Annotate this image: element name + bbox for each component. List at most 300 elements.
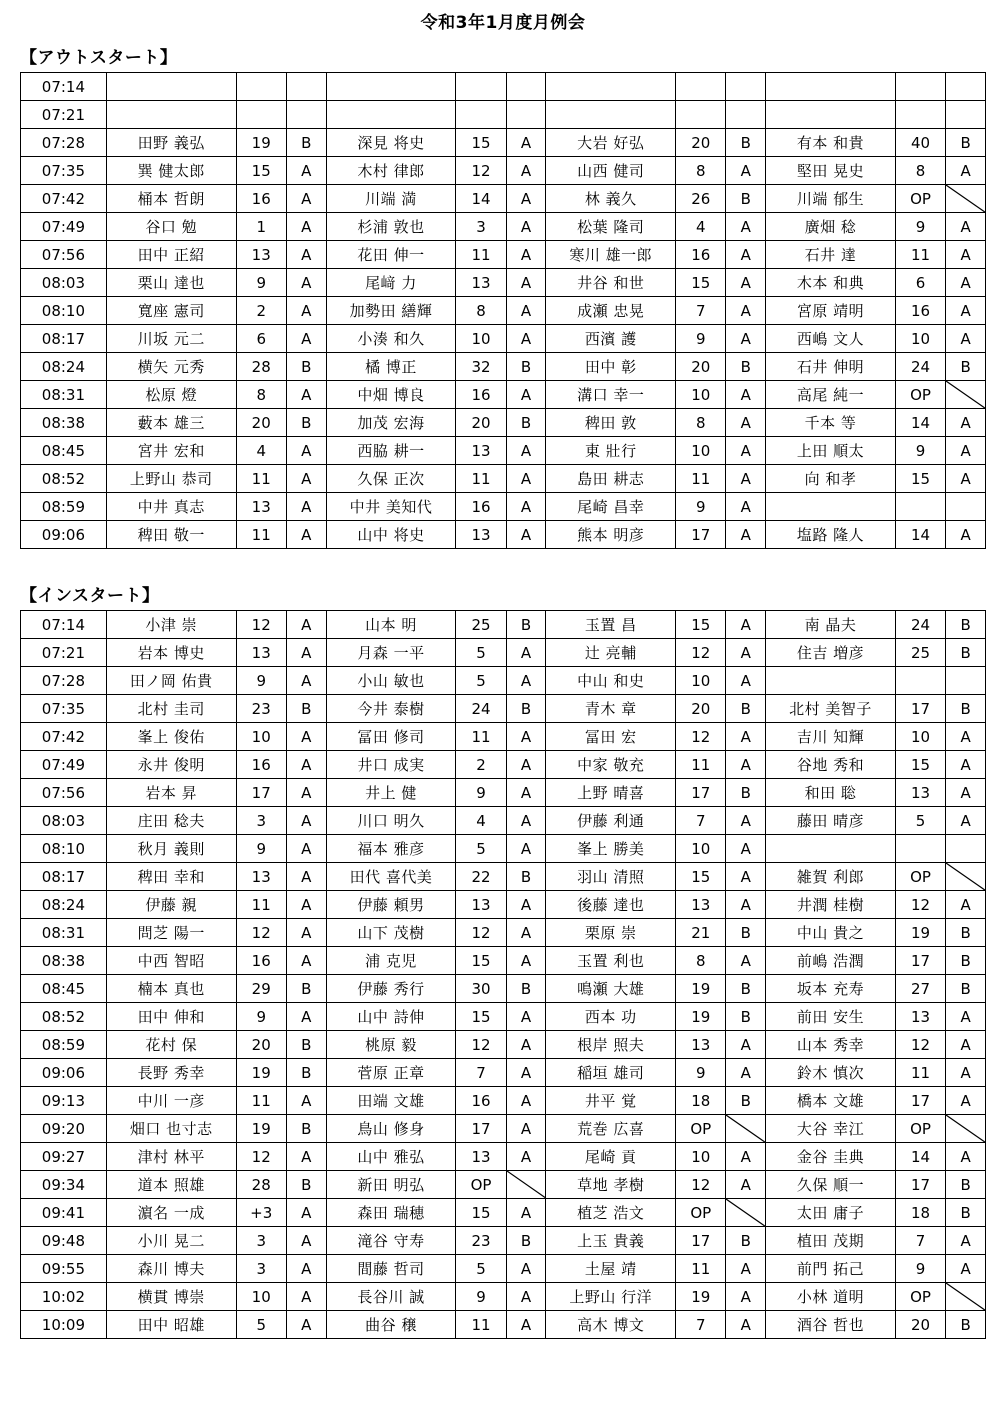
player-name-cell: 西濱 護 (546, 325, 676, 353)
class-cell: A (506, 1311, 546, 1339)
handicap-cell: 3 (456, 213, 506, 241)
player-name-cell: 尾崎 昌幸 (546, 493, 676, 521)
class-cell: B (286, 129, 326, 157)
class-cell: A (726, 863, 766, 891)
player-name-cell: 辻 亮輔 (546, 639, 676, 667)
class-cell: B (506, 353, 546, 381)
class-cell: A (286, 1003, 326, 1031)
handicap-cell: 12 (676, 723, 726, 751)
handicap-cell: 10 (456, 325, 506, 353)
handicap-cell: 10 (676, 381, 726, 409)
class-cell: B (946, 129, 986, 157)
player-name-cell: 西脇 耕一 (326, 437, 456, 465)
tee-time-cell: 07:49 (21, 213, 107, 241)
class-cell (946, 863, 986, 891)
player-name-cell: 冨田 宏 (546, 723, 676, 751)
class-cell (286, 73, 326, 101)
player-name-cell: 鳴瀬 大雄 (546, 975, 676, 1003)
player-name-cell: 木村 律郎 (326, 157, 456, 185)
player-name-cell (546, 101, 676, 129)
class-cell: A (726, 667, 766, 695)
player-name-cell: 岩本 昇 (106, 779, 236, 807)
class-cell: A (286, 1311, 326, 1339)
class-cell: A (286, 835, 326, 863)
class-cell: A (286, 1199, 326, 1227)
class-cell: A (506, 1003, 546, 1031)
table-row (21, 919, 986, 947)
table-row (21, 521, 986, 549)
player-name-cell: 桶本 哲朗 (106, 185, 236, 213)
class-cell: B (286, 1059, 326, 1087)
table-row (21, 73, 986, 101)
handicap-cell: 8 (676, 409, 726, 437)
class-cell: A (946, 157, 986, 185)
class-cell (726, 1115, 766, 1143)
handicap-cell: 13 (236, 639, 286, 667)
class-cell: A (286, 297, 326, 325)
class-cell: B (946, 1199, 986, 1227)
handicap-cell: 13 (456, 269, 506, 297)
handicap-cell: 10 (236, 1283, 286, 1311)
table-row (21, 611, 986, 639)
handicap-cell: 23 (456, 1227, 506, 1255)
handicap-cell: 12 (236, 919, 286, 947)
tee-time-cell: 08:31 (21, 381, 107, 409)
player-name-cell: 大岩 好弘 (546, 129, 676, 157)
handicap-cell: 9 (895, 437, 945, 465)
player-name-cell: 荒巻 広喜 (546, 1115, 676, 1143)
handicap-cell: OP (895, 381, 945, 409)
handicap-cell: 8 (456, 297, 506, 325)
player-name-cell: 永井 俊明 (106, 751, 236, 779)
class-cell: A (506, 157, 546, 185)
class-cell: A (946, 779, 986, 807)
table-row (21, 129, 986, 157)
handicap-cell: 15 (895, 751, 945, 779)
table-row (21, 493, 986, 521)
table-row (21, 1003, 986, 1031)
handicap-cell: 12 (895, 891, 945, 919)
player-name-cell: 堅田 晃史 (766, 157, 896, 185)
class-cell (726, 101, 766, 129)
player-name-cell: 松原 燈 (106, 381, 236, 409)
tee-time-cell: 09:41 (21, 1199, 107, 1227)
player-name-cell: 土屋 靖 (546, 1255, 676, 1283)
class-cell: A (946, 723, 986, 751)
player-name-cell: 高木 博文 (546, 1311, 676, 1339)
class-cell: A (726, 835, 766, 863)
class-cell: A (726, 409, 766, 437)
handicap-cell: 16 (236, 751, 286, 779)
class-cell (506, 101, 546, 129)
class-cell: A (506, 1283, 546, 1311)
class-cell: A (946, 807, 986, 835)
class-cell: A (726, 947, 766, 975)
page-title: 令和3年1月度月例会 (420, 13, 586, 33)
player-name-cell: 小川 晃二 (106, 1227, 236, 1255)
player-name-cell: 中山 貴之 (766, 919, 896, 947)
class-cell (946, 667, 986, 695)
class-cell: B (946, 947, 986, 975)
handicap-cell: 17 (456, 1115, 506, 1143)
tee-time-cell: 10:02 (21, 1283, 107, 1311)
table-row (21, 1255, 986, 1283)
player-name-cell: 横貫 博崇 (106, 1283, 236, 1311)
class-cell: B (286, 353, 326, 381)
player-name-cell: 田中 昭雄 (106, 1311, 236, 1339)
handicap-cell: 15 (456, 947, 506, 975)
class-cell: A (946, 751, 986, 779)
player-name-cell: 草地 孝樹 (546, 1171, 676, 1199)
class-cell: A (946, 297, 986, 325)
player-name-cell: 田代 喜代美 (326, 863, 456, 891)
class-cell: A (506, 1255, 546, 1283)
class-cell: A (286, 919, 326, 947)
table-row (21, 751, 986, 779)
player-name-cell: 稗田 幸和 (106, 863, 236, 891)
class-cell: A (726, 1283, 766, 1311)
class-cell: B (726, 353, 766, 381)
handicap-cell: 11 (456, 241, 506, 269)
handicap-cell: 12 (236, 611, 286, 639)
class-cell: A (726, 465, 766, 493)
class-cell (946, 1115, 986, 1143)
class-cell: A (946, 1003, 986, 1031)
tee-time-cell: 09:13 (21, 1087, 107, 1115)
handicap-cell: 5 (236, 1311, 286, 1339)
class-cell: A (286, 1283, 326, 1311)
class-cell: B (946, 611, 986, 639)
table-row (21, 465, 986, 493)
class-cell: A (286, 751, 326, 779)
class-cell: B (286, 1171, 326, 1199)
handicap-cell: 9 (676, 1059, 726, 1087)
player-name-cell: 小湊 和久 (326, 325, 456, 353)
handicap-cell: 22 (456, 863, 506, 891)
handicap-cell: 12 (236, 1143, 286, 1171)
tee-time-cell: 09:20 (21, 1115, 107, 1143)
class-cell: B (506, 611, 546, 639)
class-cell: A (726, 751, 766, 779)
player-name-cell: 川端 満 (326, 185, 456, 213)
player-name-cell: 吉川 知輝 (766, 723, 896, 751)
class-cell: B (506, 695, 546, 723)
player-name-cell: 花田 伸一 (326, 241, 456, 269)
class-cell: A (506, 269, 546, 297)
class-cell: A (726, 891, 766, 919)
class-cell: A (726, 521, 766, 549)
table-row (21, 353, 986, 381)
player-name-cell: 山中 詩伸 (326, 1003, 456, 1031)
handicap-cell: 14 (456, 185, 506, 213)
player-name-cell: 福本 雅彦 (326, 835, 456, 863)
handicap-cell: 5 (456, 639, 506, 667)
class-cell: A (506, 241, 546, 269)
table-row (21, 1311, 986, 1339)
class-cell: A (506, 381, 546, 409)
handicap-cell: 11 (236, 465, 286, 493)
handicap-cell (895, 73, 945, 101)
player-name-cell: 石井 達 (766, 241, 896, 269)
class-cell: B (726, 1087, 766, 1115)
handicap-cell: 17 (895, 1087, 945, 1115)
player-name-cell: 新田 明弘 (326, 1171, 456, 1199)
handicap-cell: 20 (236, 409, 286, 437)
class-cell: A (286, 891, 326, 919)
player-name-cell: 羽山 清照 (546, 863, 676, 891)
player-name-cell: 雑賀 利郎 (766, 863, 896, 891)
player-name-cell: 山下 茂樹 (326, 919, 456, 947)
class-cell: A (506, 751, 546, 779)
class-cell: A (946, 213, 986, 241)
handicap-cell: 11 (236, 521, 286, 549)
table-row (21, 157, 986, 185)
player-name-cell: 西嶋 文人 (766, 325, 896, 353)
handicap-cell: 16 (676, 241, 726, 269)
handicap-cell: 18 (895, 1199, 945, 1227)
handicap-cell: 15 (456, 129, 506, 157)
table-row (21, 947, 986, 975)
handicap-cell: 3 (236, 1255, 286, 1283)
player-name-cell: 森田 瑞穂 (326, 1199, 456, 1227)
handicap-cell: 14 (895, 409, 945, 437)
handicap-cell: OP (895, 1115, 945, 1143)
player-name-cell: 植芝 浩文 (546, 1199, 676, 1227)
handicap-cell (236, 101, 286, 129)
class-cell: A (506, 891, 546, 919)
handicap-cell: 9 (456, 1283, 506, 1311)
tee-time-cell: 07:14 (21, 73, 107, 101)
player-name-cell: 成瀬 忠晃 (546, 297, 676, 325)
handicap-cell: 15 (676, 269, 726, 297)
player-name-cell: 中西 智昭 (106, 947, 236, 975)
player-name-cell: 後藤 達也 (546, 891, 676, 919)
class-cell: A (286, 667, 326, 695)
table-row (21, 381, 986, 409)
player-name-cell: 伊藤 利通 (546, 807, 676, 835)
handicap-cell: 14 (895, 1143, 945, 1171)
player-name-cell: 坂本 充寿 (766, 975, 896, 1003)
class-cell: B (286, 1031, 326, 1059)
handicap-cell (456, 73, 506, 101)
tee-time-table-in (20, 610, 986, 1339)
class-cell: A (506, 723, 546, 751)
player-name-cell: 稲垣 雄司 (546, 1059, 676, 1087)
class-cell: B (946, 1171, 986, 1199)
class-cell: A (506, 639, 546, 667)
player-name-cell (546, 73, 676, 101)
table-row (21, 101, 986, 129)
table-row (21, 1199, 986, 1227)
class-cell: A (726, 1255, 766, 1283)
class-cell: B (946, 919, 986, 947)
handicap-cell: 26 (676, 185, 726, 213)
tee-time-cell: 08:59 (21, 493, 107, 521)
player-name-cell: 田中 正紹 (106, 241, 236, 269)
player-name-cell: 問芝 陽一 (106, 919, 236, 947)
handicap-cell: 9 (895, 1255, 945, 1283)
handicap-cell: 16 (456, 1087, 506, 1115)
handicap-cell: 8 (236, 381, 286, 409)
player-name-cell: 小山 敏也 (326, 667, 456, 695)
handicap-cell: 10 (676, 1143, 726, 1171)
class-cell: A (286, 493, 326, 521)
player-name-cell: 栗山 達也 (106, 269, 236, 297)
player-name-cell: 玉置 利也 (546, 947, 676, 975)
class-cell: A (946, 409, 986, 437)
handicap-cell: 19 (236, 1115, 286, 1143)
handicap-cell: 40 (895, 129, 945, 157)
class-cell: A (286, 639, 326, 667)
tee-time-cell: 08:17 (21, 863, 107, 891)
handicap-cell: 10 (676, 667, 726, 695)
class-cell: A (506, 1031, 546, 1059)
handicap-cell: 4 (236, 437, 286, 465)
handicap-cell: 20 (895, 1311, 945, 1339)
player-name-cell: 秋月 義則 (106, 835, 236, 863)
table-row (21, 891, 986, 919)
table-row (21, 269, 986, 297)
tee-time-cell: 07:35 (21, 695, 107, 723)
handicap-cell: OP (456, 1171, 506, 1199)
tee-time-cell: 07:14 (21, 611, 107, 639)
player-name-cell: 菅原 正章 (326, 1059, 456, 1087)
player-name-cell (766, 835, 896, 863)
handicap-cell (676, 101, 726, 129)
player-name-cell: 東 壯行 (546, 437, 676, 465)
tee-time-cell: 09:06 (21, 1059, 107, 1087)
class-cell: B (726, 1003, 766, 1031)
class-cell: A (286, 465, 326, 493)
handicap-cell: 11 (676, 1255, 726, 1283)
player-name-cell: 木本 和典 (766, 269, 896, 297)
handicap-cell: 4 (676, 213, 726, 241)
player-name-cell: 橋本 文雄 (766, 1087, 896, 1115)
class-cell: A (946, 1227, 986, 1255)
player-name-cell: 林 義久 (546, 185, 676, 213)
player-name-cell: 庄田 稔夫 (106, 807, 236, 835)
player-name-cell: 上野 晴喜 (546, 779, 676, 807)
handicap-cell (895, 101, 945, 129)
player-name-cell: 中山 和史 (546, 667, 676, 695)
player-name-cell: 田中 伸和 (106, 1003, 236, 1031)
class-cell: A (286, 325, 326, 353)
player-name-cell: 北村 美智子 (766, 695, 896, 723)
class-cell: A (726, 639, 766, 667)
tee-time-cell: 07:28 (21, 129, 107, 157)
class-cell (946, 185, 986, 213)
handicap-cell: 19 (676, 1283, 726, 1311)
table-row (21, 297, 986, 325)
player-name-cell: 栗原 崇 (546, 919, 676, 947)
player-name-cell: 鈴木 慎次 (766, 1059, 896, 1087)
table-row (21, 1171, 986, 1199)
player-name-cell: 田端 文雄 (326, 1087, 456, 1115)
handicap-cell: 13 (456, 437, 506, 465)
player-name-cell: 稗田 敦 (546, 409, 676, 437)
handicap-cell: 15 (456, 1003, 506, 1031)
class-cell: A (286, 157, 326, 185)
class-cell: A (286, 1227, 326, 1255)
tee-time-cell: 09:34 (21, 1171, 107, 1199)
tee-time-cell: 09:48 (21, 1227, 107, 1255)
handicap-cell: 9 (236, 269, 286, 297)
tee-time-cell: 09:55 (21, 1255, 107, 1283)
handicap-cell: 2 (236, 297, 286, 325)
player-name-cell: 長野 秀幸 (106, 1059, 236, 1087)
class-cell: A (506, 1115, 546, 1143)
tee-time-cell: 08:24 (21, 353, 107, 381)
class-cell: A (726, 611, 766, 639)
table-row (21, 1143, 986, 1171)
table-row (21, 241, 986, 269)
player-name-cell: 島田 耕志 (546, 465, 676, 493)
section-in-start (20, 581, 986, 1339)
player-name-cell: 廣畑 稔 (766, 213, 896, 241)
table-body-out (21, 73, 986, 549)
player-name-cell: 井谷 和世 (546, 269, 676, 297)
handicap-cell: 12 (895, 1031, 945, 1059)
handicap-cell: 7 (676, 297, 726, 325)
class-cell: A (726, 325, 766, 353)
player-name-cell: 上田 順太 (766, 437, 896, 465)
player-name-cell: 井口 成実 (326, 751, 456, 779)
player-name-cell: 月森 一平 (326, 639, 456, 667)
class-cell: B (726, 129, 766, 157)
class-cell: A (506, 835, 546, 863)
class-cell: A (726, 493, 766, 521)
handicap-cell: 8 (895, 157, 945, 185)
class-cell (946, 1283, 986, 1311)
player-name-cell: 山中 将史 (326, 521, 456, 549)
handicap-cell: 11 (895, 241, 945, 269)
handicap-cell: 13 (895, 779, 945, 807)
handicap-cell: 3 (236, 1227, 286, 1255)
class-cell: B (946, 353, 986, 381)
player-name-cell: 畑口 也寸志 (106, 1115, 236, 1143)
class-cell: A (726, 1171, 766, 1199)
class-cell: A (506, 437, 546, 465)
handicap-cell: 8 (676, 947, 726, 975)
handicap-cell: 13 (456, 521, 506, 549)
handicap-cell: 5 (456, 1255, 506, 1283)
handicap-cell: 9 (676, 325, 726, 353)
handicap-cell: 9 (236, 1003, 286, 1031)
player-name-cell: 北村 圭司 (106, 695, 236, 723)
class-cell: A (286, 521, 326, 549)
tee-time-cell: 07:35 (21, 157, 107, 185)
player-name-cell: 田ノ岡 佑貴 (106, 667, 236, 695)
class-cell: A (946, 1255, 986, 1283)
class-cell: B (506, 975, 546, 1003)
handicap-cell: 12 (676, 639, 726, 667)
tee-time-cell: 09:06 (21, 521, 107, 549)
player-name-cell: 向 和孝 (766, 465, 896, 493)
player-name-cell: 山本 明 (326, 611, 456, 639)
class-cell: A (506, 1143, 546, 1171)
handicap-cell (236, 73, 286, 101)
handicap-cell: 13 (676, 891, 726, 919)
player-name-cell: 中家 敬充 (546, 751, 676, 779)
player-name-cell: 峯上 俊佑 (106, 723, 236, 751)
player-name-cell: 溝口 幸一 (546, 381, 676, 409)
handicap-cell: 19 (236, 1059, 286, 1087)
tee-time-cell: 08:45 (21, 975, 107, 1003)
handicap-cell: 19 (676, 1003, 726, 1031)
player-name-cell: 今井 泰樹 (326, 695, 456, 723)
handicap-cell: 15 (236, 157, 286, 185)
class-cell: A (506, 493, 546, 521)
